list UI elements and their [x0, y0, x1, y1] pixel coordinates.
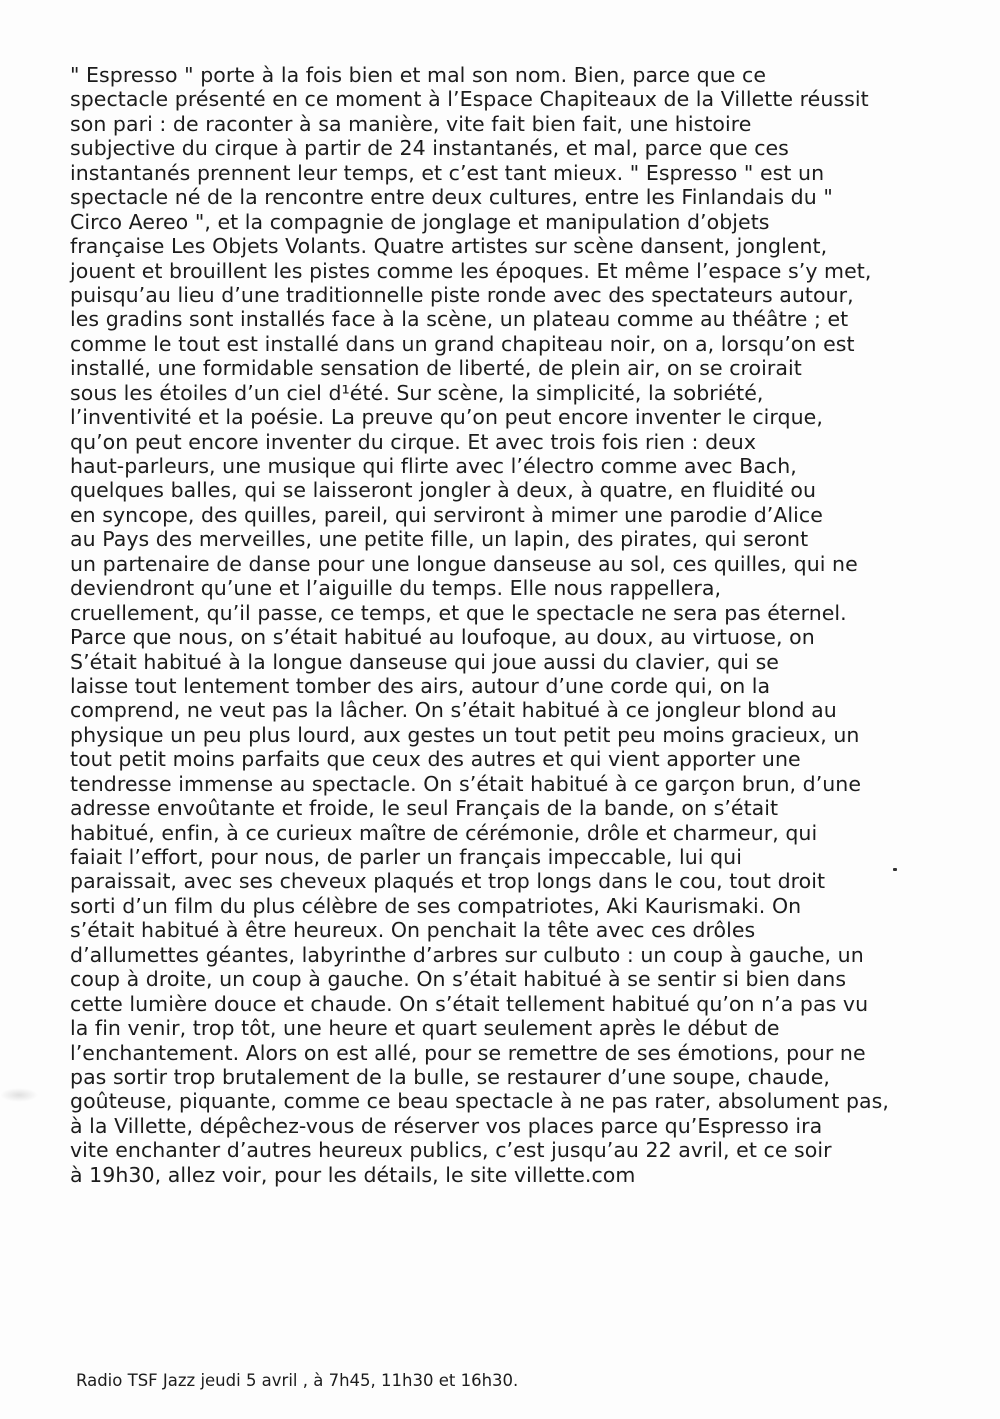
article-line: tout petit moins parfaits que ceux des autres et qui vient apporter une — [70, 747, 801, 772]
article-line: puisqu’au lieu d’une traditionnelle piste ronde avec des spectateurs autour, — [70, 282, 854, 307]
broadcast-footer: Radio TSF Jazz jeudi 5 avril , à 7h45, 11h30 et 16h30. — [76, 1371, 519, 1390]
article-line: l’enchantement. Alors on est allé, pour se remettre de ses émotions, pour ne — [70, 1040, 866, 1065]
article-line: française Les Objets Volants. Quatre artistes sur scène dansent, jonglent, — [70, 234, 828, 259]
article-line: faiait l’effort, pour nous, de parler un français impeccable, lui qui — [70, 845, 742, 869]
article-line: subjective du cirque à partir de 24 instantanés, et mal, parce que ces — [70, 136, 789, 161]
article-line: quelques balles, qui se laisseront jongler à deux, à quatre, en fluidité ou — [70, 478, 816, 503]
article-line: paraissait, avec ses cheveux plaqués et trop longs dans le cou, tout droit — [70, 869, 826, 894]
scan-smudge — [0, 1088, 38, 1102]
article-line: pas sortir trop brutalement de la bulle, se restaurer d’une soupe, chaude, — [70, 1064, 830, 1089]
article-line: Circo Aereo ", et la compagnie de jonglage et manipulation d’objets — [70, 209, 770, 234]
article-line: sous les étoiles d’un ciel d¹été. Sur scène, la simplicité, la sobriété, — [70, 380, 764, 405]
article-line: les gradins sont installés face à la scène, un plateau comme au théâtre ; et — [70, 307, 849, 332]
article-line: sorti d’un film du plus célèbre de ses compatriotes, Aki Kaurismaki. On — [70, 893, 802, 918]
article-line: l’inventivité et la poésie. La preuve qu’on peut encore inventer le cirque, — [70, 405, 823, 430]
article-line: deviendront qu’une et l’aiguille du temps. Elle nous rappellera, — [70, 576, 722, 601]
article-line: S’était habitué à la longue danseuse qui joue aussi du clavier, qui se — [70, 649, 779, 674]
article-line: coup à droite, un coup à gauche. On s’était habitué à se sentir si bien dans — [70, 967, 847, 992]
article-line: installé, une formidable sensation de liberté, de plein air, on se croirait — [70, 356, 802, 381]
article-body — [70, 63, 970, 1187]
article-line: son pari : de raconter à sa manière, vite fait bien fait, une histoire — [70, 111, 752, 136]
article-line: haut-parleurs, une musique qui flirte avec l’électro comme avec Bach, — [70, 454, 797, 478]
article-line: comprend, ne veut pas la lâcher. On s’était habitué à ce jongleur blond au — [70, 698, 837, 723]
article-line: cruellement, qu’il passe, ce temps, et que le spectacle ne sera pas éternel. — [70, 600, 847, 625]
article-line: Parce que nous, on s’était habitué au loufoque, au doux, au virtuose, on — [70, 625, 815, 650]
article-line: instantanés prennent leur temps, et c’est tant mieux. " Espresso " est un — [70, 160, 825, 185]
article-line: adresse envoûtante et froide, le seul Français de la bande, on s’était — [70, 796, 779, 821]
article-line: goûteuse, piquante, comme ce beau spectacle à ne pas rater, absolument pas, — [70, 1089, 889, 1114]
article-line: spectacle né de la rencontre entre deux cultures, entre les Finlandais du " — [70, 185, 833, 210]
article-line: laisse tout lentement tomber des airs, autour d’une corde qui, on la — [70, 673, 771, 698]
article-line: à 19h30, allez voir, pour les détails, le site villette.com — [70, 1162, 636, 1187]
article-line: " Espresso " porte à la fois bien et mal son nom. Bien, parce que ce — [70, 63, 766, 87]
article-line: cette lumière douce et chaude. On s’était tellement habitué qu’on n’a pas vu — [70, 991, 869, 1016]
article-line: jouent et brouillent les pistes comme les époques. Et même l’espace s’y met, — [70, 258, 872, 283]
article-line: comme le tout est installé dans un grand chapiteau noir, on a, lorsqu’on est — [70, 331, 855, 356]
article-line: qu’on peut encore inventer du cirque. Et avec trois fois rien : deux — [70, 429, 757, 454]
article-line: physique un peu plus lourd, aux gestes un tout petit peu moins gracieux, un — [70, 722, 860, 747]
article-line: spectacle présenté en ce moment à l’Espace Chapiteaux de la Villette réussit — [70, 87, 869, 112]
article-line: un partenaire de danse pour une longue danseuse au sol, ces quilles, qui ne — [70, 551, 858, 576]
article-line: en syncope, des quilles, pareil, qui serviront à mimer une parodie d’Alice — [70, 502, 823, 527]
article-line: tendresse immense au spectacle. On s’était habitué à ce garçon brun, d’une — [70, 771, 862, 796]
article-line: vite enchanter d’autres heureux publics, c’est jusqu’au 22 avril, et ce soir — [70, 1138, 832, 1163]
article-line: au Pays des merveilles, une petite fille, un lapin, des pirates, qui seront — [70, 527, 809, 552]
article-line: s’était habitué à être heureux. On penchait la tête avec ces drôles — [70, 918, 756, 943]
article-line: habitué, enfin, à ce curieux maître de cérémonie, drôle et charmeur, qui — [70, 820, 818, 845]
article-line: la fin venir, trop tôt, une heure et quart seulement après le début de — [70, 1016, 780, 1041]
article-line: à la Villette, dépêchez-vous de réserver vos places parce qu’Espresso ira — [70, 1113, 823, 1138]
article-line: d’allumettes géantes, labyrinthe d’arbres sur culbuto : un coup à gauche, un — [70, 942, 864, 967]
